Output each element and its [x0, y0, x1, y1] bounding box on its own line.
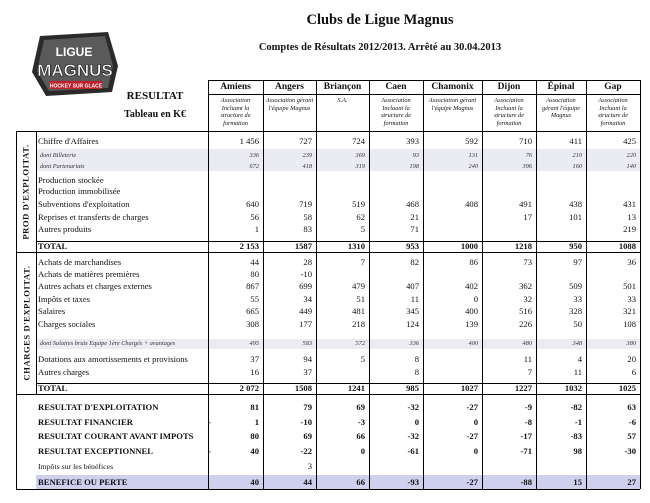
cell-value: 710	[519, 135, 532, 146]
cell-value: 40	[250, 476, 259, 487]
cell-value: 1000	[460, 240, 478, 251]
logo-line3: HOCKEY SUR GLACE	[49, 83, 103, 90]
cell-value: 62	[356, 211, 365, 222]
row-label: Salaires	[38, 305, 66, 316]
cell-value	[369, 186, 419, 197]
cell-value: 345	[406, 305, 419, 316]
cell-value: -10	[300, 416, 312, 427]
cell-value: 210	[572, 151, 582, 159]
club-legal-form: Association gérant l'équipe Magnus	[542, 97, 580, 120]
cell-value: 479	[352, 280, 365, 291]
cell-value	[208, 186, 259, 197]
cell-value: 1310	[347, 240, 365, 251]
section-label-text: PROD D'EXPLOITAT.	[21, 143, 31, 240]
row-label: BENEFICE OU PERTE	[38, 476, 128, 487]
row-label: Reprises et transferts de charges	[38, 211, 149, 222]
cell-value: 218	[352, 318, 365, 329]
cell-value: 66	[356, 430, 365, 441]
grid-line	[640, 80, 641, 489]
club-legal-form: Association Incluant la structure de formation	[380, 97, 412, 128]
cell-value: 516	[519, 305, 532, 316]
cell-value: 0	[473, 445, 478, 456]
club-legal-form: Association gérant l'équipe Magnus	[265, 97, 314, 112]
cell-value: -1	[574, 416, 582, 427]
cell-value: 480	[522, 339, 532, 347]
cell-value: 240	[468, 162, 478, 170]
row-label: RESULTAT FINANCIER	[38, 416, 133, 427]
cell-value: 8	[414, 353, 419, 364]
cell-value	[423, 175, 478, 186]
sign-marker: -	[208, 416, 211, 427]
club-legal-form: Association Incluant la structure de formation	[493, 97, 525, 128]
cell-value: 362	[519, 280, 532, 291]
page-subtitle: Comptes de Résultats 2012/2013. Arrêté au 30.04.2013	[258, 42, 502, 53]
cell-value: 308	[246, 318, 259, 329]
cell-value	[423, 212, 478, 223]
cell-value: -10	[300, 268, 312, 279]
cell-value: 348	[572, 339, 582, 347]
cell-value: -83	[570, 430, 582, 441]
cell-value	[482, 224, 532, 235]
cell-value: 27	[627, 476, 636, 487]
row-label: TOTAL	[38, 240, 68, 251]
section-label-text: CHARGES D'EXPLOITAT.	[21, 265, 31, 381]
row-label: RESULTAT EXCEPTIONNEL	[38, 445, 154, 456]
cell-value	[369, 269, 419, 280]
cell-value: 44	[250, 256, 259, 267]
cell-value: 28	[303, 256, 312, 267]
cell-value: 33	[627, 293, 636, 304]
cell-value: 139	[465, 318, 478, 329]
cell-value: 36	[627, 256, 636, 267]
cell-value: 400	[465, 305, 478, 316]
cell-value: 0	[473, 293, 478, 304]
cell-value: -71	[520, 445, 532, 456]
row-label: Impôts sur les bénéfices	[38, 461, 114, 471]
cell-value: 11	[523, 353, 532, 364]
cell-value: 108	[623, 318, 636, 329]
cell-value: 481	[352, 305, 365, 316]
cell-value	[369, 175, 419, 186]
cell-value: 44	[303, 476, 312, 487]
row-label: Achats de marchandises	[38, 256, 122, 267]
club-name: Briançon	[323, 82, 362, 92]
cell-value: 1	[254, 223, 259, 234]
cell-value: -22	[300, 445, 312, 456]
row-label: Production stockée	[38, 174, 104, 185]
cell-value: 69	[303, 430, 312, 441]
cell-value: 0	[414, 416, 419, 427]
cell-value: 97	[573, 256, 582, 267]
cell-value	[536, 186, 582, 197]
row-label: Autres charges	[38, 366, 90, 377]
cell-value: 131	[468, 151, 478, 159]
cell-value: 665	[246, 305, 259, 316]
cell-value	[482, 175, 532, 186]
cell-value: -88	[520, 476, 532, 487]
cell-value: 50	[573, 318, 582, 329]
cell-value: 82	[410, 256, 419, 267]
cell-value: 73	[523, 256, 532, 267]
cell-value	[482, 461, 532, 472]
section-label	[16, 131, 36, 252]
cell-value: -30	[624, 445, 636, 456]
cell-value: 198	[409, 162, 419, 170]
cell-value: 94	[303, 353, 312, 364]
cell-value: 20	[627, 353, 636, 364]
cell-value: 86	[469, 256, 478, 267]
cell-value: 408	[465, 198, 478, 209]
cell-value: 336	[409, 339, 419, 347]
cell-value	[369, 461, 419, 472]
logo-line1: LIGUE	[55, 45, 93, 59]
cell-value: 2 072	[239, 382, 259, 393]
row-label: Charges sociales	[38, 318, 96, 329]
cell-value: 5	[360, 353, 365, 364]
cell-value: 80	[250, 268, 259, 279]
cell-value: 1027	[460, 382, 478, 393]
cell-value: 16	[250, 366, 259, 377]
cell-value	[263, 175, 312, 186]
cell-value: 1508	[294, 382, 312, 393]
cell-value: -32	[407, 401, 419, 412]
cell-value: 328	[569, 305, 582, 316]
cell-value: 4	[577, 353, 582, 364]
grid-line	[16, 489, 640, 490]
cell-value: 37	[303, 366, 312, 377]
row-label: Production immobilisée	[38, 185, 121, 196]
cell-value: 6	[631, 366, 636, 377]
cell-value: 15	[573, 476, 582, 487]
cell-value: 58	[303, 211, 312, 222]
cell-value	[316, 175, 365, 186]
cell-value	[316, 461, 365, 472]
cell-value: 431	[623, 198, 636, 209]
cell-value: 56	[250, 211, 259, 222]
cell-value: 321	[623, 305, 636, 316]
cell-value: 32	[523, 293, 532, 304]
row-label: Achats de matières premières	[38, 268, 140, 279]
grid-line	[36, 131, 37, 394]
cell-value: 509	[569, 280, 582, 291]
cell-value: 396	[522, 162, 532, 170]
cell-value: 867	[246, 280, 259, 291]
cell-value: 13	[627, 211, 636, 222]
cell-value: 1218	[514, 240, 532, 251]
cell-value: 592	[465, 135, 478, 146]
cell-value: 640	[246, 198, 259, 209]
cell-value	[586, 186, 636, 197]
cell-value: -17	[520, 430, 532, 441]
club-name: Gap	[604, 82, 622, 92]
cell-value: -8	[524, 416, 532, 427]
cell-value: -6	[628, 416, 636, 427]
cell-value: 1088	[618, 240, 636, 251]
logo-line2: MAGNUS	[37, 61, 113, 80]
cell-value: -27	[466, 476, 478, 487]
cell-value: 501	[623, 280, 636, 291]
cell-value: 5	[360, 223, 365, 234]
result-heading: RESULTAT	[126, 90, 184, 102]
cell-value: 319	[355, 162, 365, 170]
cell-value: 219	[623, 223, 636, 234]
row-label: Dotations aux amortissements et provisions	[38, 353, 188, 364]
cell-value	[423, 354, 478, 365]
club-name: Angers	[274, 82, 305, 92]
cell-value: 17	[523, 211, 532, 222]
cell-value: 80	[250, 430, 259, 441]
cell-value: 3	[307, 460, 312, 471]
cell-value: 699	[299, 280, 312, 291]
cell-value: 411	[569, 135, 582, 146]
cell-value: 1025	[618, 382, 636, 393]
cell-value: 425	[623, 135, 636, 146]
cell-value	[423, 269, 478, 280]
cell-value	[586, 175, 636, 186]
cell-value: 491	[519, 198, 532, 209]
cell-value: 0	[360, 445, 365, 456]
cell-value: 7	[360, 256, 365, 267]
club-name: Épinal	[547, 82, 575, 92]
cell-value: -32	[407, 430, 419, 441]
cell-value: 69	[356, 401, 365, 412]
cell-value: -27	[466, 401, 478, 412]
club-name: Caen	[385, 82, 407, 92]
cell-value: 177	[299, 318, 312, 329]
club-name: Dijon	[497, 82, 521, 92]
cell-value: 51	[356, 293, 365, 304]
section-label	[16, 252, 36, 394]
cell-value	[482, 269, 532, 280]
cell-value	[316, 269, 365, 280]
cell-value: 672	[249, 162, 259, 170]
cell-value	[316, 367, 365, 378]
cell-value: 2 153	[239, 240, 259, 251]
cell-value: 519	[352, 198, 365, 209]
cell-value	[423, 224, 478, 235]
club-legal-form: S.A.	[337, 97, 348, 104]
cell-value: 950	[569, 240, 582, 251]
cell-value: 572	[355, 339, 365, 347]
cell-value: 400	[468, 339, 478, 347]
cell-value: 418	[302, 162, 312, 170]
cell-value: 724	[352, 135, 365, 146]
grid-line	[16, 394, 640, 395]
cell-value: 33	[573, 293, 582, 304]
cell-value: 583	[302, 339, 312, 347]
cell-value: 160	[572, 162, 582, 170]
cell-value: 34	[303, 293, 312, 304]
cell-value: 98	[573, 445, 582, 456]
cell-value	[316, 186, 365, 197]
cell-value: 83	[303, 223, 312, 234]
cell-value: 393	[406, 135, 419, 146]
cell-value	[263, 186, 312, 197]
cell-value	[208, 175, 259, 186]
cell-value: 11	[410, 293, 419, 304]
cell-value: -61	[407, 445, 419, 456]
cell-value: 124	[406, 318, 419, 329]
result-subheading: Tableau en K€	[124, 109, 186, 120]
cell-value: 1587	[294, 240, 312, 251]
cell-value: 985	[406, 382, 419, 393]
cell-value: 93	[412, 151, 419, 159]
cell-value: 63	[627, 401, 636, 412]
row-label: dont Partenariats	[40, 162, 85, 170]
cell-value: 21	[410, 211, 419, 222]
row-label: Autres produits	[38, 223, 92, 234]
cell-value: 81	[250, 401, 259, 412]
cell-value: 11	[573, 366, 582, 377]
cell-value: 336	[249, 151, 259, 159]
cell-value	[536, 224, 582, 235]
cell-value: 79	[303, 401, 312, 412]
row-label: dont Billeterie	[40, 151, 77, 159]
cell-value: 727	[299, 135, 312, 146]
cell-value	[208, 461, 259, 472]
cell-value	[423, 461, 478, 472]
cell-value: 369	[355, 151, 365, 159]
cell-value: -93	[407, 476, 419, 487]
row-label: RESULTAT D'EXPLOITATION	[38, 401, 159, 412]
cell-value: 57	[627, 430, 636, 441]
cell-value	[423, 186, 478, 197]
row-label: Subventions d'exploitation	[38, 198, 130, 209]
row-label: TOTAL	[38, 382, 68, 393]
grid-line	[16, 252, 640, 253]
sign-marker: -	[208, 445, 211, 456]
cell-value	[423, 367, 478, 378]
row-label: RESULTAT COURANT AVANT IMPOTS	[38, 430, 194, 441]
cell-value	[482, 186, 532, 197]
cell-value: 0	[473, 416, 478, 427]
cell-value: 40	[250, 445, 259, 456]
club-legal-form: Association Incluant la structure de formation	[597, 97, 629, 128]
cell-value: 101	[569, 211, 582, 222]
cell-value: 402	[465, 280, 478, 291]
cell-value: -82	[570, 401, 582, 412]
cell-value: 449	[299, 305, 312, 316]
cell-value: -9	[524, 401, 532, 412]
cell-value: 495	[249, 339, 259, 347]
cell-value: 76	[525, 151, 532, 159]
club-name: Amiens	[220, 82, 251, 92]
cell-value	[586, 269, 636, 280]
club-legal-form: Association gérant l'équipe Magnus	[428, 97, 477, 112]
cell-value: 1227	[514, 382, 532, 393]
cell-value: 380	[626, 339, 636, 347]
cell-value: 37	[250, 353, 259, 364]
cell-value: 7	[527, 366, 532, 377]
cell-value: 719	[299, 198, 312, 209]
cell-value	[536, 269, 582, 280]
cell-value: 1241	[347, 382, 365, 393]
cell-value: 407	[406, 280, 419, 291]
cell-value: 55	[250, 293, 259, 304]
cell-value: -3	[357, 416, 365, 427]
cell-value: 953	[406, 240, 419, 251]
cell-value: 66	[356, 476, 365, 487]
row-label: dont Salaires bruts Equipe 1ère Chargés + avantages	[40, 339, 176, 347]
grid-line	[208, 94, 640, 95]
row-label: Chiffre d'Affaires	[38, 135, 99, 146]
page-title: Clubs de Ligue Magnus	[306, 12, 454, 28]
cell-value: 226	[519, 318, 532, 329]
cell-value: 8	[414, 366, 419, 377]
cell-value: 1032	[564, 382, 582, 393]
cell-value	[536, 175, 582, 186]
cell-value: 1 456	[239, 135, 259, 146]
row-label: Autres achats et charges externes	[38, 280, 152, 291]
cell-value: -27	[466, 430, 478, 441]
cell-value	[536, 461, 582, 472]
cell-value: 220	[626, 151, 636, 159]
cell-value: 71	[410, 223, 419, 234]
grid-line	[208, 80, 640, 81]
row-label: Impôts et taxes	[38, 293, 91, 304]
grid-line	[16, 131, 640, 132]
cell-value: 239	[302, 151, 312, 159]
cell-value: 438	[569, 198, 582, 209]
cell-value: 140	[626, 162, 636, 170]
cell-value	[586, 461, 636, 472]
cell-value: 468	[406, 198, 419, 209]
cell-value: 1	[254, 416, 259, 427]
club-name: Chamonix	[431, 82, 474, 92]
club-legal-form: Association Incluant la structure de formation	[220, 97, 251, 128]
